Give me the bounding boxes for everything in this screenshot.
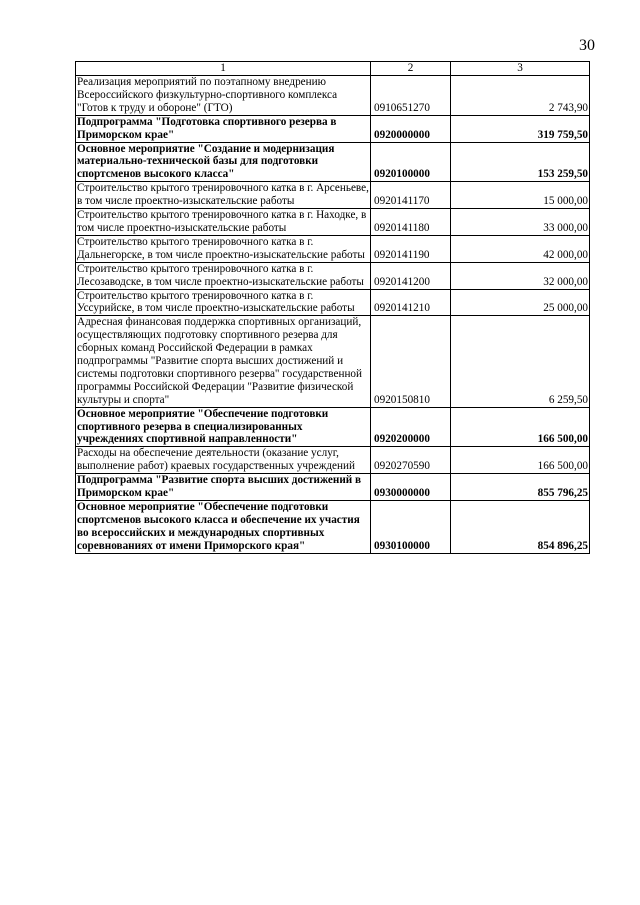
row-name: Расходы на обеспечение деятельности (оказание услуг, выполнение работ) краевых государственных учреждений: [76, 447, 371, 474]
row-code: 0920100000: [371, 142, 451, 182]
header-col-2: 2: [371, 62, 451, 76]
table-row: [76, 407, 590, 447]
header-col-3: 3: [451, 62, 590, 76]
table-body: [76, 76, 590, 554]
table-header: [76, 62, 590, 76]
row-name: Основное мероприятие "Обеспечение подготовки спортсменов высокого класса и обеспечение их участия во всероссийских и международных спортивных соревнованиях от имени Приморского края": [76, 501, 371, 554]
table-row: [76, 209, 590, 236]
row-code: 0930000000: [371, 474, 451, 501]
row-name: Строительство крытого тренировочного катка в г. Лесозаводске, в том числе проектно-изыскательские работы: [76, 262, 371, 289]
row-amount: 25 000,00: [451, 289, 590, 316]
row-name: Подпрограмма "Развитие спорта высших достижений в Приморском крае": [76, 474, 371, 501]
table-row: [76, 182, 590, 209]
row-amount: 32 000,00: [451, 262, 590, 289]
budget-table: [75, 61, 590, 554]
header-col-1: 1: [76, 62, 371, 76]
row-amount: 153 259,50: [451, 142, 590, 182]
row-name: Реализация мероприятий по поэтапному внедрению Всероссийского физкультурно-спортивного комплекса "Готов к труду и обороне" (ГТО): [76, 76, 371, 116]
row-amount: 15 000,00: [451, 182, 590, 209]
row-code: 0920000000: [371, 115, 451, 142]
row-name: Строительство крытого тренировочного катка в г. Арсеньеве, в том числе проектно-изыскательские работы: [77, 182, 369, 208]
row-amount: 166 500,00: [451, 447, 590, 474]
table-row: [76, 235, 590, 262]
table-row: [76, 447, 590, 474]
table-row: [76, 474, 590, 501]
row-amount: 42 000,00: [451, 235, 590, 262]
row-code: 0930100000: [371, 501, 451, 554]
row-amount: 855 796,25: [451, 474, 590, 501]
table-row: [76, 316, 590, 407]
table-row: [76, 289, 590, 316]
row-code: 0920150810: [371, 316, 451, 407]
row-code: 0920141200: [371, 262, 451, 289]
row-amount: 33 000,00: [451, 209, 590, 236]
row-code: 0910651270: [371, 76, 451, 116]
table-row: [76, 115, 590, 142]
row-amount: 166 500,00: [451, 407, 590, 447]
row-amount: 2 743,90: [451, 76, 590, 116]
row-code: 0920141210: [371, 289, 451, 316]
row-code: 0920141170: [371, 182, 451, 209]
row-amount: 854 896,25: [451, 501, 590, 554]
row-name: Адресная финансовая поддержка спортивных организаций, осуществляющих подготовку спортивного резерва для сборных команд Российской Федерации в рамках подпрограммы "Развитие спорта высших достижений и системы подготовки спортивного резерва" государственной программы Российской Федерации "Развитие физической культуры и спорта": [76, 316, 371, 407]
row-name: Подпрограмма "Подготовка спортивного резерва в Приморском крае": [76, 115, 371, 142]
row-name: Строительство крытого тренировочного катка в г. Уссурийске, в том числе проектно-изыскательские работы: [76, 289, 371, 316]
row-code: 0920141180: [371, 209, 451, 236]
row-code: 0920200000: [371, 407, 451, 447]
row-name: Основное мероприятие "Обеспечение подготовки спортивного резерва в специализированных учреждениях спортивной направленности": [76, 407, 371, 447]
row-name: Основное мероприятие "Создание и модернизация материально-технической базы для подготовки спортсменов высокого класса": [76, 142, 371, 182]
table-row: [76, 501, 590, 554]
page-number: 30: [579, 37, 595, 54]
row-code: 0920270590: [371, 447, 451, 474]
table-row: [76, 262, 590, 289]
row-code: 0920141190: [371, 235, 451, 262]
row-name: Строительство крытого тренировочного катка в г. Дальнегорске, в том числе проектно-изыскательские работы: [76, 235, 371, 262]
row-amount: 319 759,50: [451, 115, 590, 142]
row-name: Строительство крытого тренировочного катка в г. Находке, в том числе проектно-изыскательские работы: [76, 209, 371, 236]
header-row: [76, 62, 590, 76]
table-row: [76, 142, 590, 182]
table-row: [76, 76, 590, 116]
row-amount: 6 259,50: [451, 316, 590, 407]
